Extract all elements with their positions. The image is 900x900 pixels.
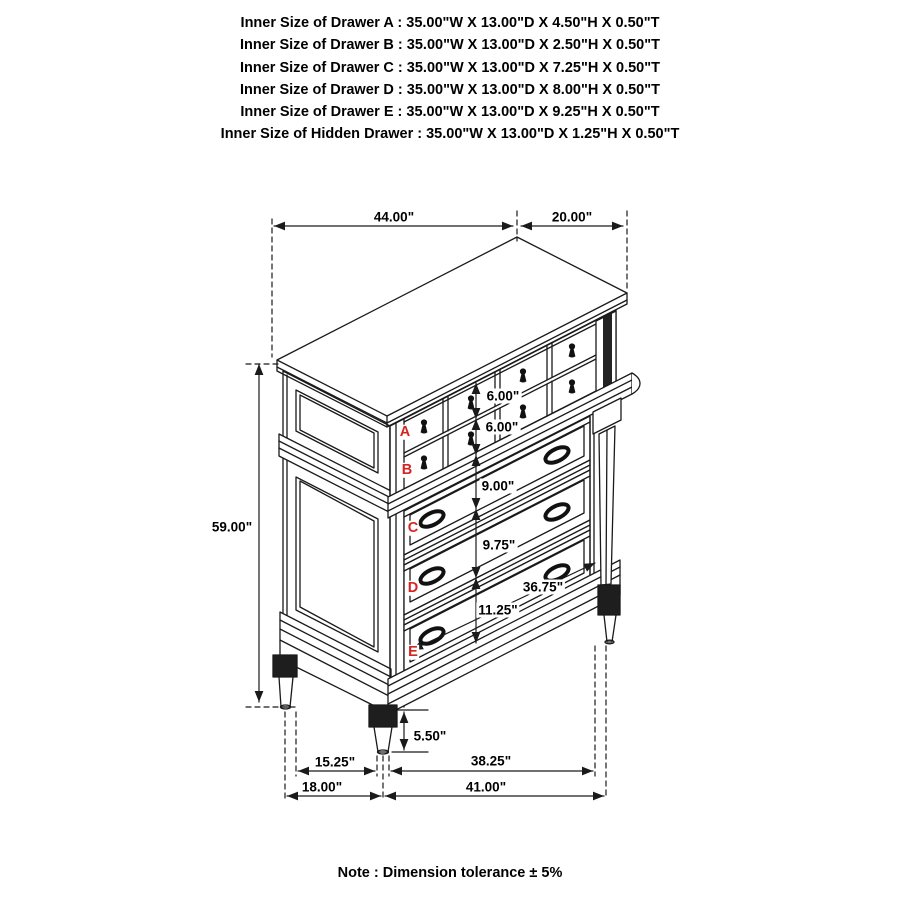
front-leg-cap (369, 705, 397, 727)
drawer-d-label: D (407, 579, 419, 596)
dim-label-base-width: 41.00" (465, 779, 507, 795)
dim-label-drawer-e-height: 11.25" (478, 602, 518, 618)
dim-label-overall-height: 59.00" (211, 519, 253, 535)
drawer-b-label: B (401, 461, 413, 478)
tolerance-note: Note : Dimension tolerance ± 5% (337, 865, 563, 881)
spec-line-drawer-b: Inner Size of Drawer B : 35.00"W X 13.00"D X 2.50"H X 0.50"T (240, 37, 660, 54)
left-leg-foot (279, 677, 293, 707)
spec-line-drawer-a: Inner Size of Drawer A : 35.00"W X 13.00"D X 4.50"H X 0.50"T (240, 15, 660, 31)
spec-line-drawer-c: Inner Size of Drawer C : 35.00"W X 13.00"D X 7.25"H X 0.50"T (240, 59, 660, 76)
dim-label-drawer-a-height: 6.00" (486, 388, 520, 404)
right-leg-cap (598, 585, 620, 615)
dim-label-top-width: 44.00" (373, 209, 415, 225)
dim-label-top-depth: 20.00" (551, 209, 593, 225)
dim-label-side-leg-span: 15.25" (314, 754, 356, 770)
dim-label-front-leg-span: 38.25" (470, 753, 512, 769)
dim-label-drawer-c-height: 9.00" (481, 478, 515, 494)
right-leg-foot (604, 615, 616, 642)
dim-label-opening-width: 36.75" (522, 579, 564, 595)
drawer-c-label: C (407, 519, 419, 536)
dim-label-drawer-b-height: 6.00" (485, 419, 519, 435)
drawer-e-label: E (408, 643, 418, 660)
left-leg-cap (273, 655, 297, 677)
front-leg-foot (374, 727, 392, 752)
dim-label-base-depth: 18.00" (301, 779, 343, 795)
spec-line-hidden-drawer: Inner Size of Hidden Drawer : 35.00"W X 13.00"D X 1.25"H X 0.50"T (220, 126, 680, 143)
spec-line-drawer-e: Inner Size of Drawer E : 35.00"W X 13.00"D X 9.25"H X 0.50"T (240, 104, 660, 121)
spec-line-drawer-d: Inner Size of Drawer D : 35.00"W X 13.00"D X 8.00"H X 0.50"T (240, 81, 660, 98)
dim-label-leg-height: 5.50" (413, 728, 447, 744)
dim-label-drawer-d-height: 9.75" (482, 537, 516, 553)
drawer-a-label: A (399, 423, 411, 440)
